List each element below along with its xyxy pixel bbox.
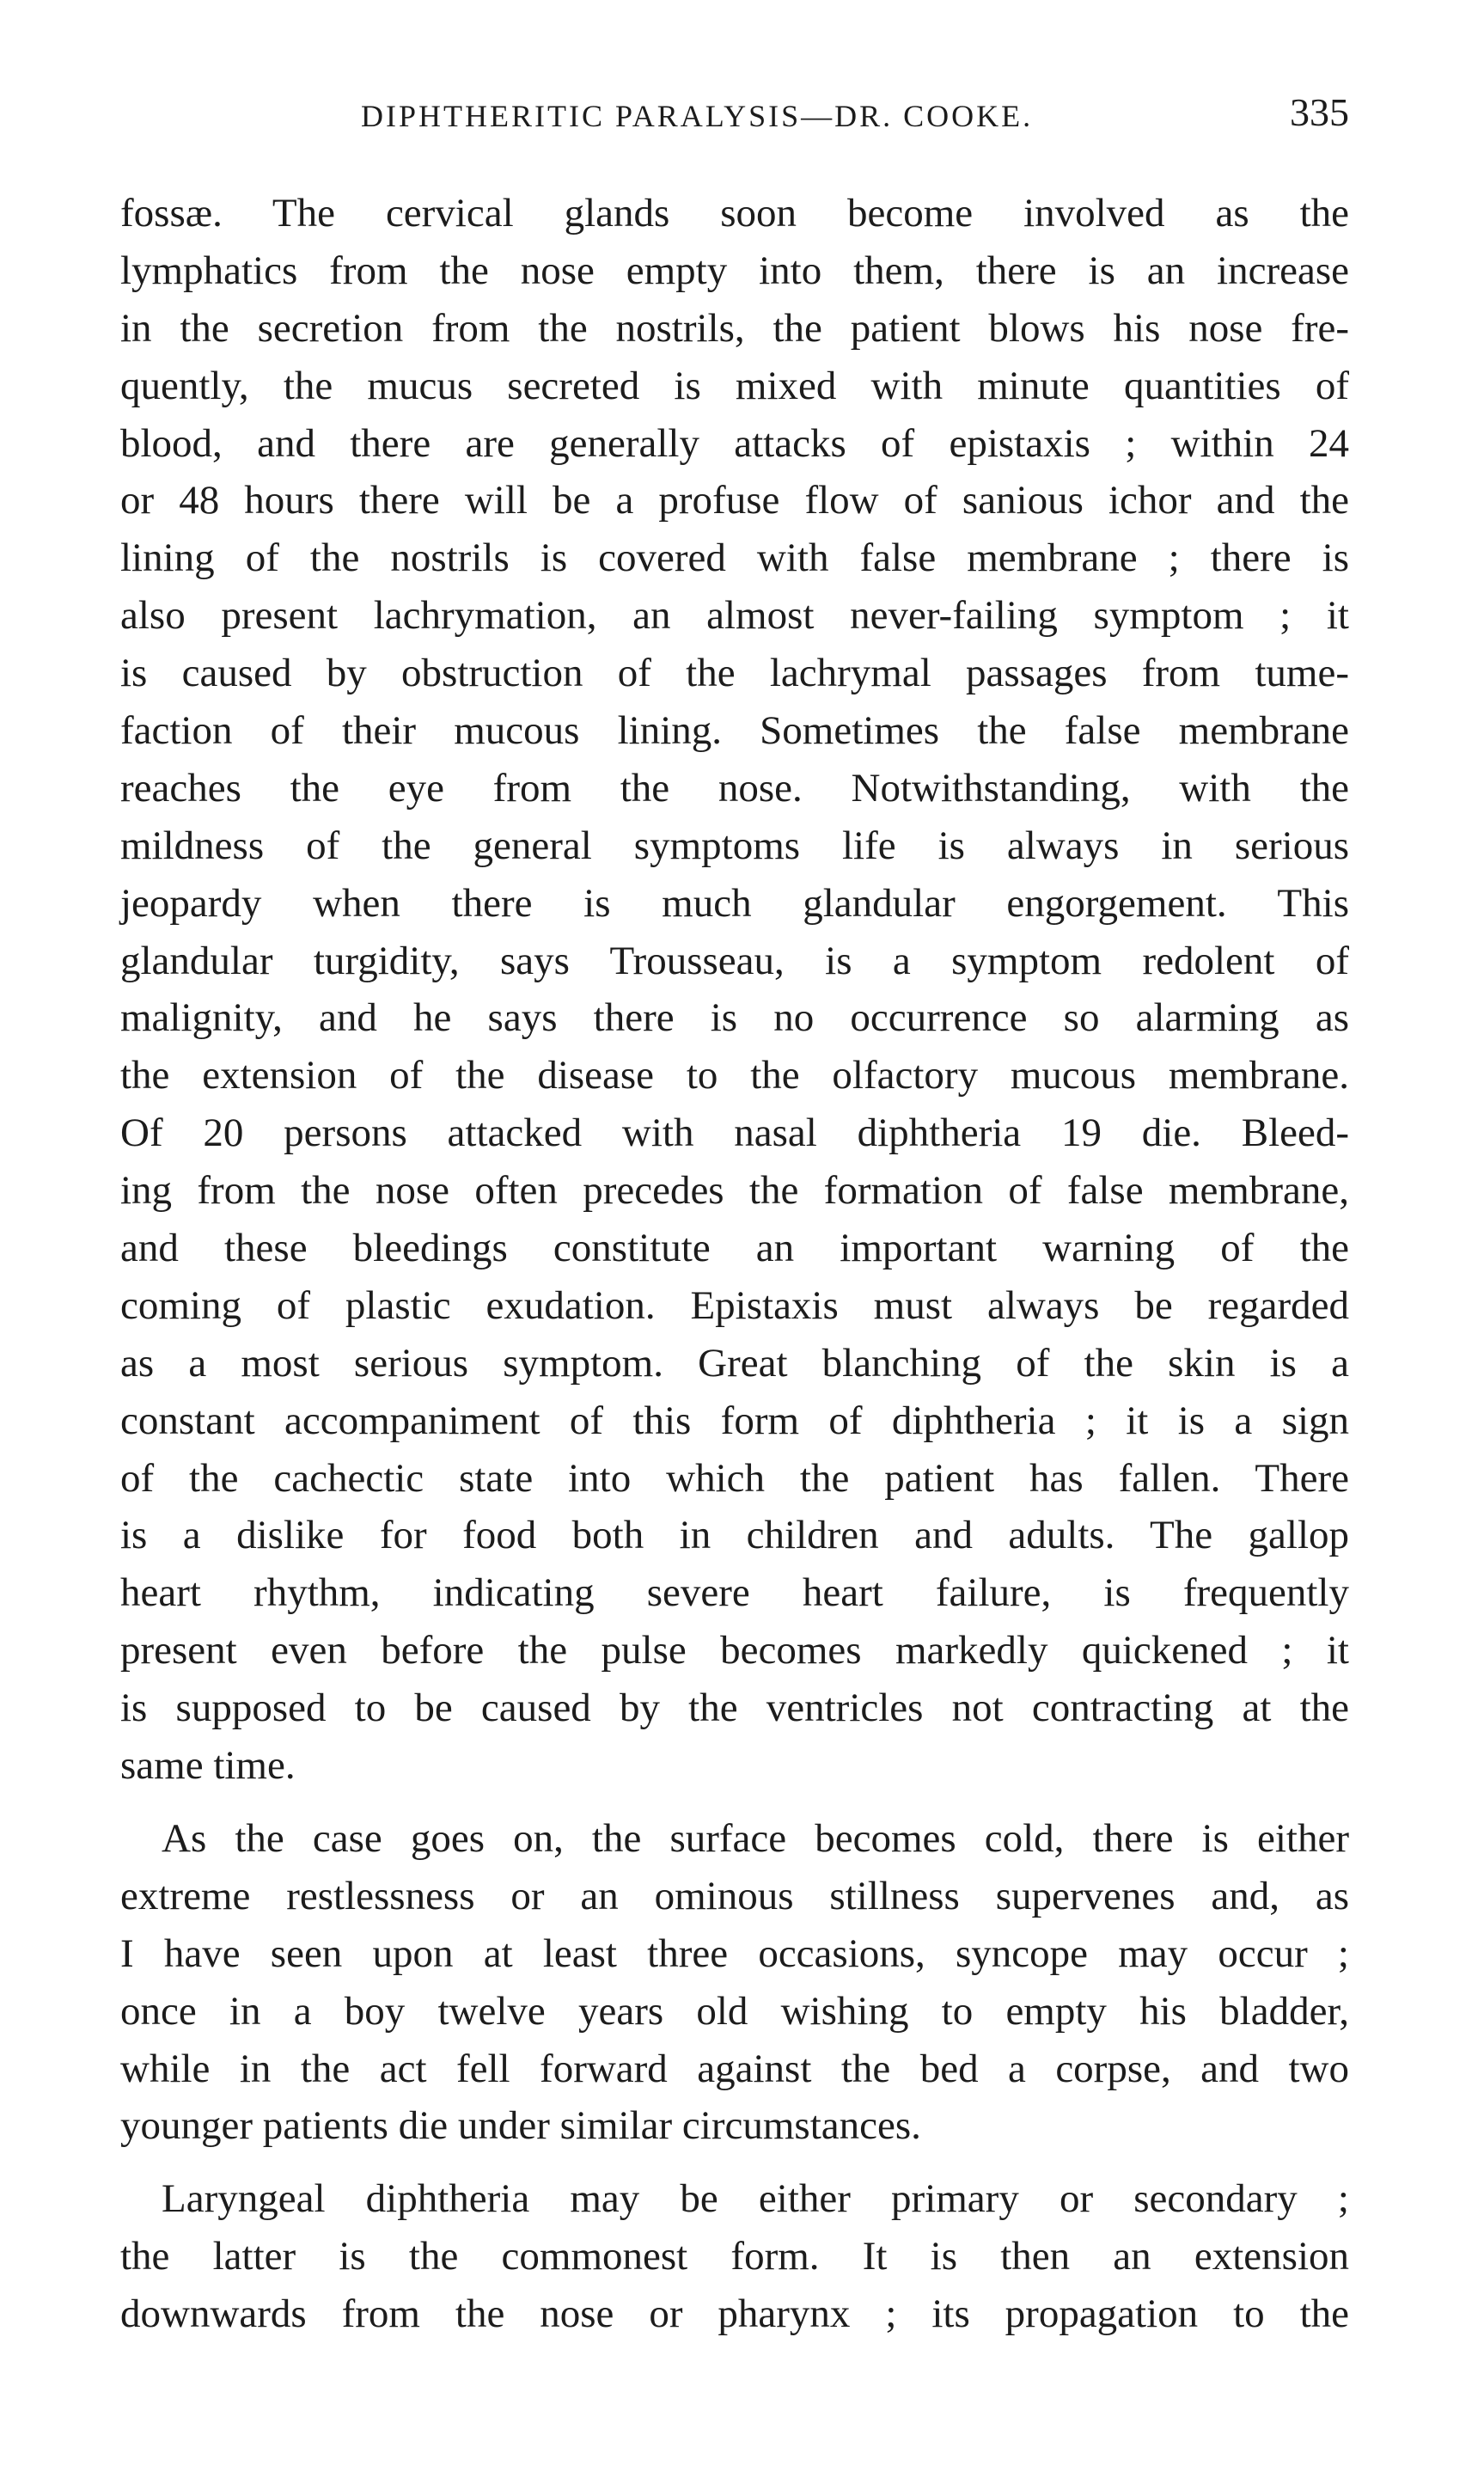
paragraph-gap	[120, 2155, 1349, 2170]
text-line: faction of their mucous lining. Sometimes the false membrane	[120, 708, 1349, 754]
body-text	[120, 185, 1349, 2343]
text-line: malignity, and he says there is no occurrence so alarming as	[120, 995, 1349, 1041]
text-line: as a most serious symptom. Great blanching of the skin is a	[120, 1340, 1349, 1386]
text-line: present even before the pulse becomes markedly quickened ; it	[120, 1628, 1349, 1673]
running-title: DIPHTHERITIC PARALYSIS—DR. COOKE.	[361, 99, 1034, 133]
text-line: in the secretion from the nostrils, the patient blows his nose fre-	[120, 305, 1349, 351]
text-line: mildness of the general symptoms life is always in serious	[120, 823, 1349, 868]
text-line: lymphatics from the nose empty into them, there is an increase	[120, 248, 1349, 293]
text-line: Of 20 persons attacked with nasal diphtheria 19 die. Bleed-	[120, 1110, 1349, 1156]
text-line: coming of plastic exudation. Epistaxis must always be regarded	[120, 1282, 1349, 1328]
text-line: ing from the nose often precedes the formation of false membrane,	[120, 1168, 1349, 1214]
text-line: of the cachectic state into which the patient has fallen. There	[120, 1455, 1349, 1501]
text-line: is caused by obstruction of the lachrymal passages from tume-	[120, 651, 1349, 696]
text-line: jeopardy when there is much glandular engorgement. This	[120, 880, 1349, 926]
text-line: I have seen upon at least three occasions, syncope may occur ;	[120, 1930, 1349, 1976]
text-line: heart rhythm, indicating severe heart failure, is frequently	[120, 1570, 1349, 1616]
text-line: quently, the mucus secreted is mixed with minute quantities of	[120, 363, 1349, 408]
text-line: As the case goes on, the surface becomes cold, there is either	[162, 1815, 1349, 1861]
paragraph-3	[120, 2170, 1349, 2343]
text-line: glandular turgidity, says Trousseau, is a symptom redolent of	[120, 938, 1349, 983]
text-line: extreme restlessness or an ominous stillness supervenes and, as	[120, 1873, 1349, 1918]
text-line: or 48 hours there will be a profuse flow of sanious ichor and the	[120, 478, 1349, 523]
text-line: downwards from the nose or pharynx ; its propagation to the	[120, 2291, 1349, 2337]
text-line: once in a boy twelve years old wishing to empty his bladder,	[120, 1988, 1349, 2034]
text-line: the extension of the disease to the olfactory mucous membrane.	[120, 1053, 1349, 1098]
paragraph-gap	[120, 1795, 1349, 1810]
text-line: lining of the nostrils is covered with false membrane ; there is	[120, 535, 1349, 581]
text-line: the latter is the commonest form. It is then an extension	[120, 2234, 1349, 2279]
text-line: Laryngeal diphtheria may be either primary or secondary ;	[162, 2176, 1349, 2222]
running-head	[120, 89, 1349, 158]
text-line: while in the act fell forward against the bed a corpse, and two	[120, 2046, 1349, 2091]
text-line: is supposed to be caused by the ventricles not contracting at the	[120, 1686, 1349, 1731]
text-line: reaches the eye from the nose. Notwithstanding, with the	[120, 765, 1349, 811]
text-line: is a dislike for food both in children and adults. The gallop	[120, 1513, 1349, 1558]
paragraph-1	[120, 185, 1349, 1795]
paragraph-2	[120, 1810, 1349, 2155]
text-line: fossæ. The cervical glands soon become involved as the	[120, 191, 1349, 236]
text-line: also present lachrymation, an almost never-failing symptom ; it	[120, 593, 1349, 639]
text-line: younger patients die under similar circumstances.	[120, 2103, 921, 2149]
text-line: blood, and there are generally attacks of epistaxis ; within 24	[120, 420, 1349, 466]
text-line: and these bleedings constitute an important warning of the	[120, 1226, 1349, 1271]
text-line: constant accompaniment of this form of diphtheria ; it is a sign	[120, 1398, 1349, 1443]
text-line: same time.	[120, 1743, 296, 1789]
page-number: 335	[1290, 90, 1349, 134]
